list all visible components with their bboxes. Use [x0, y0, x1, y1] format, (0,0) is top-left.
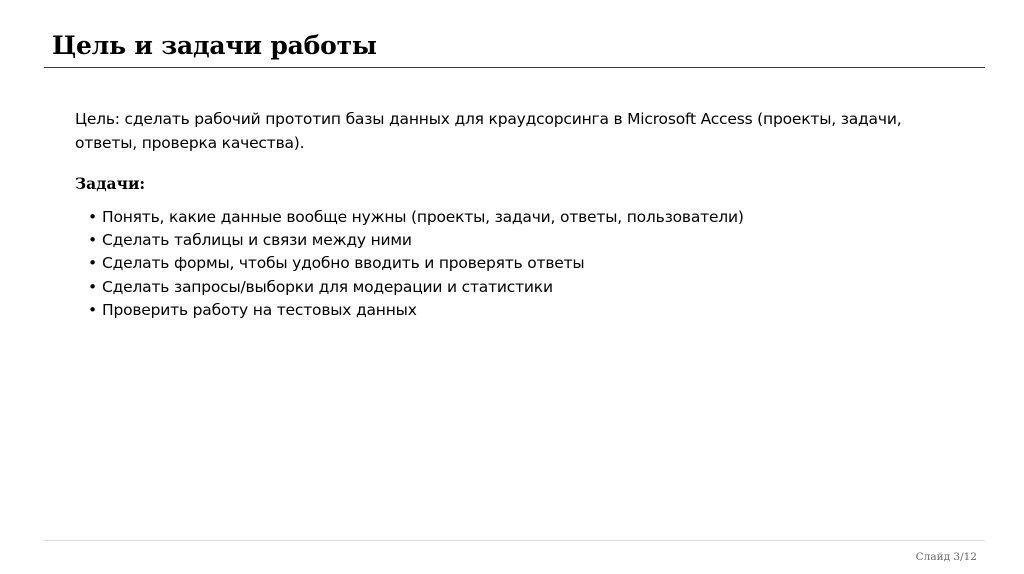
tasks-heading: Задачи:: [75, 174, 146, 193]
task-text: Сделать таблицы и связи между ними: [102, 231, 412, 250]
task-text: Сделать формы, чтобы удобно вводить и проверять ответы: [102, 254, 585, 273]
slide-number: Слайд 3/12: [915, 551, 977, 563]
task-text: Понять, какие данные вообще нужны (проекты, задачи, ответы, пользователи): [102, 208, 744, 226]
bullet: •: [88, 254, 97, 273]
slide-title: Цель и задачи работы: [52, 31, 377, 60]
goal-text: Цель: сделать рабочий прототип базы данных для краудсорсинга в Microsoft Access (проекты, задачи, ответы, проверка качества).: [75, 110, 902, 152]
bullet: •: [88, 277, 97, 296]
bullet: •: [88, 231, 97, 250]
task-text: Проверить работу на тестовых данных: [102, 300, 417, 319]
title-divider: [44, 67, 985, 68]
task-item: [88, 276, 744, 299]
footer-divider: [44, 540, 985, 541]
task-item: [88, 206, 744, 229]
bullet: •: [88, 208, 97, 226]
task-list: [88, 206, 744, 322]
task-item: [88, 229, 744, 252]
task-item: [88, 299, 744, 322]
bullet: •: [88, 300, 97, 319]
task-text: Сделать запросы/выборки для модерации и статистики: [102, 277, 553, 296]
task-item: [88, 252, 744, 275]
